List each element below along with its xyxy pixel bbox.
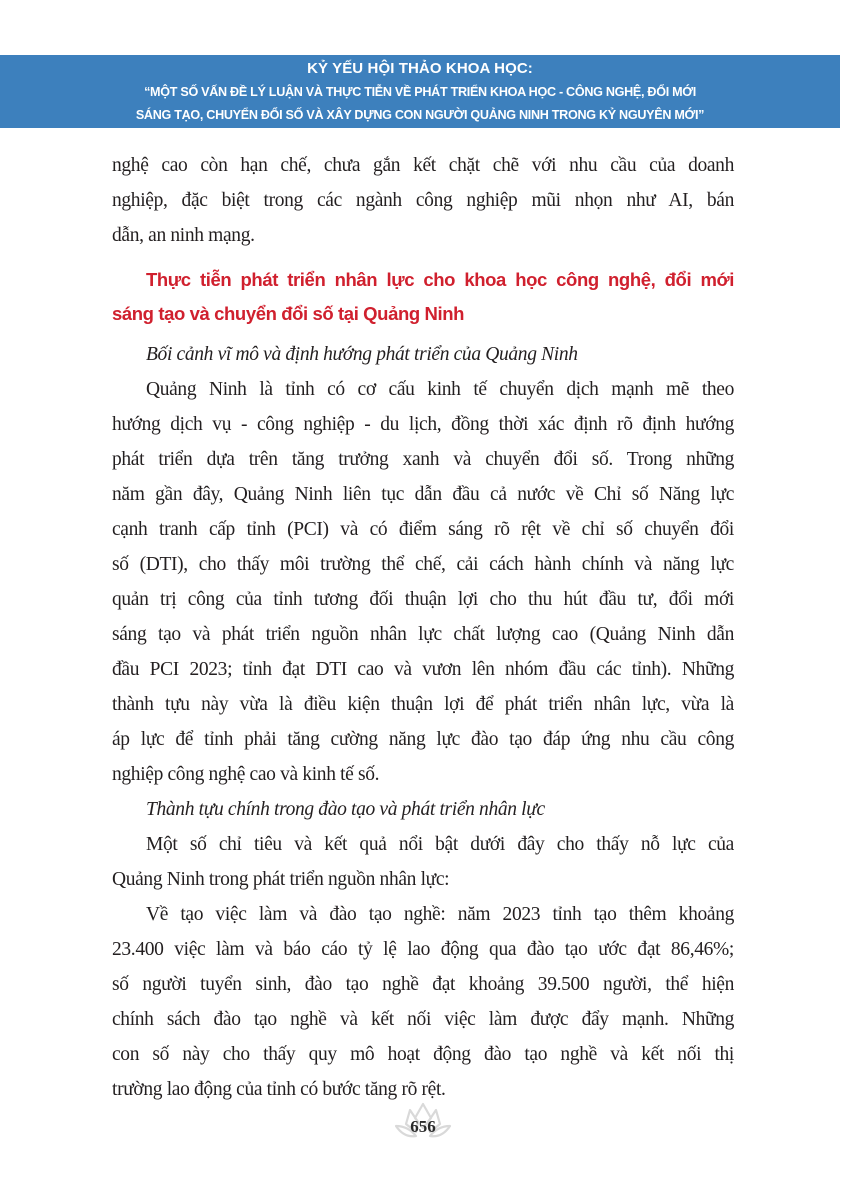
conference-title-line-1: “MỘT SỐ VẤN ĐỀ LÝ LUẬN VÀ THỰC TIỄN VỀ PHÁT TRIỂN KHOA HỌC - CÔNG NGHỆ, ĐỔI MỚI [144,85,696,99]
proceedings-title: KỶ YẾU HỘI THẢO KHOA HỌC: [307,60,533,77]
text-line: số người tuyển sinh, đào tạo nghề đạt khoảng 39.500 người, thể hiện [112,974,734,995]
text-line: nghệ cao còn hạn chế, chưa gắn kết chặt chẽ với nhu cầu của doanh [112,155,734,176]
section-heading-line: Thực tiễn phát triển nhân lực cho khoa học công nghệ, đổi mới [146,269,734,290]
text-line: nghiệp công nghệ cao và kinh tế số. [112,764,380,785]
text-line: nghiệp, đặc biệt trong các ngành công nghiệp mũi nhọn như AI, bán [112,190,734,211]
conference-title-line-2: SÁNG TẠO, CHUYỂN ĐỔI SỐ VÀ XÂY DỰNG CON NGƯỜI QUẢNG NINH TRONG KỶ NGUYÊN MỚI” [135,108,705,122]
text-line: phát triển dựa trên tăng trưởng xanh và chuyển đổi số. Trong những [112,449,734,470]
text-line: Về tạo việc làm và đào tạo nghề: năm 2023 tỉnh tạo thêm khoảng [146,904,734,925]
text-line: con số này cho thấy quy mô hoạt động đào tạo nghề và kết nối thị [112,1044,734,1065]
text-line: sáng tạo và phát triển nguồn nhân lực chất lượng cao (Quảng Ninh dẫn [112,624,734,645]
text-line: quản trị công của tỉnh tương đối thuận lợi cho thu hút đầu tư, đổi mới [112,589,734,610]
text-line: đầu PCI 2023; tỉnh đạt DTI cao và vươn lên nhóm đầu các tỉnh). Những [112,659,734,680]
text-line: Quảng Ninh trong phát triển nguồn nhân lực: [112,869,450,890]
text-line: năm gần đây, Quảng Ninh liên tục dẫn đầu cả nước về Chỉ số Năng lực [112,484,734,505]
italic-subheading: Thành tựu chính trong đào tạo và phát triển nhân lực [146,799,545,820]
text-line: cạnh tranh cấp tỉnh (PCI) và có điểm sáng rõ rệt về chỉ số chuyển đổi [112,519,734,540]
text-line: Một số chỉ tiêu và kết quả nổi bật dưới đây cho thấy nỗ lực của [146,834,734,855]
italic-subheading: Bối cảnh vĩ mô và định hướng phát triển của Quảng Ninh [146,344,578,365]
text-line: số (DTI), cho thấy môi trường thể chế, cải cách hành chính và năng lực [112,554,734,575]
text-line: Quảng Ninh là tỉnh có cơ cấu kinh tế chuyển dịch mạnh mẽ theo [146,379,734,400]
section-heading-line: sáng tạo và chuyển đổi số tại Quảng Ninh [112,303,464,324]
text-line: chính sách đào tạo nghề và kết nối việc làm được đẩy mạnh. Những [112,1009,734,1030]
text-line: áp lực để tỉnh phải tăng cường năng lực đào tạo đáp ứng nhu cầu công [112,729,734,750]
header-banner [0,55,840,128]
text-line: 23.400 việc làm và báo cáo tỷ lệ lao động qua đào tạo ước đạt 86,46%; [112,939,734,960]
text-line: thành tựu này vừa là điều kiện thuận lợi để phát triển nhân lực, vừa là [112,694,734,715]
text-line: hướng dịch vụ - công nghiệp - du lịch, đồng thời xác định rõ định hướng [112,414,734,435]
text-line: trường lao động của tỉnh có bước tăng rõ rệt. [112,1079,446,1100]
page-number: 656 [410,1117,436,1136]
page-footer [388,1100,458,1145]
text-line: dẫn, an ninh mạng. [112,225,255,246]
